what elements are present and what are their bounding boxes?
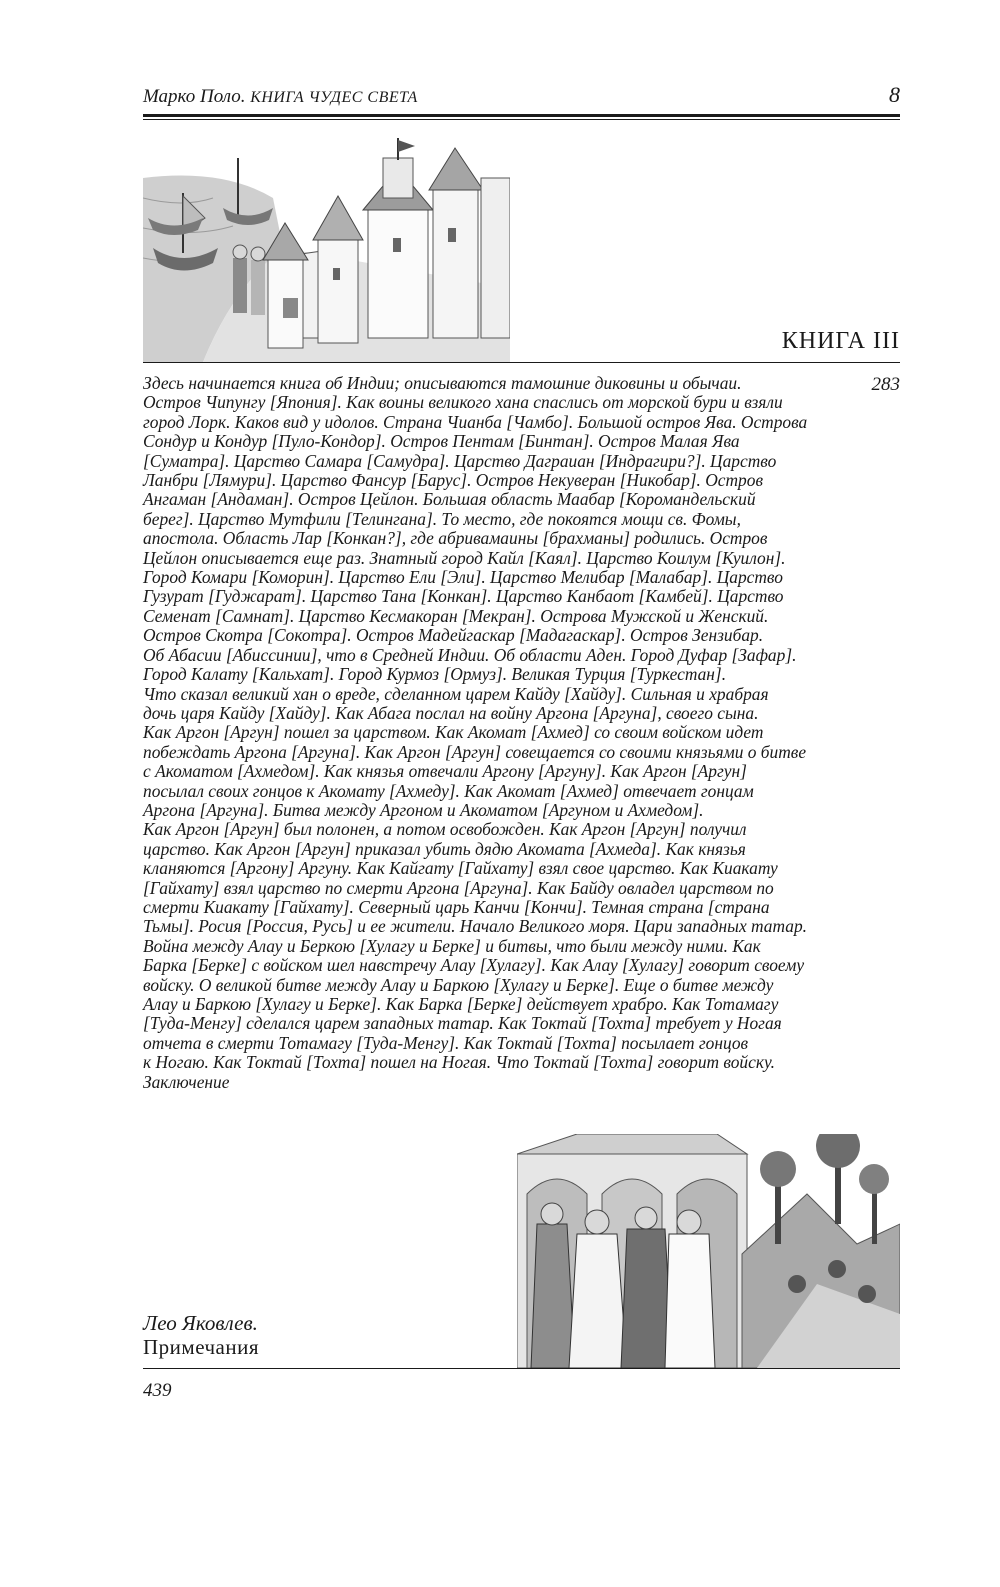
notes-rule xyxy=(143,1368,900,1369)
contents-line: смерти Киакату [Гайхату]. Северный царь Канчи [Кончи]. Темная страна [страна xyxy=(143,896,770,917)
running-head-page-number: 8 xyxy=(889,82,900,107)
contents-line: Остров Чипунгу [Япония]. Как воины великого хана спаслись от морской бури и взяли xyxy=(143,392,783,413)
contents-line: Цейлон описывается еще раз. Знатный город Кайл [Каял]. Царство Коилум [Куилон]. xyxy=(143,547,786,568)
contents-line: Остров Скотра [Сокотра]. Остров Мадейгаскар [Мадагаскар]. Остров Зензибар. xyxy=(143,625,764,646)
contents-line: царство. Как Аргон [Аргун] приказал убить дядю Акомата [Ахмеда]. Как князья xyxy=(143,838,746,859)
contents-line: Ангаман [Андаман]. Остров Цейлон. Большая область Маабар [Коромандельский xyxy=(143,489,756,510)
section-page-number: 283 xyxy=(871,374,900,395)
contents-line: посылал своих гонцов к Акомату [Ахмеду]. Как Акомат [Ахмед] отвечает гонцам xyxy=(143,780,754,801)
contents-line: Город Комари [Коморин]. Царство Ели [Эли]. Царство Мелибар [Малабар]. Царство xyxy=(143,567,783,588)
running-head xyxy=(143,82,900,112)
contents-line: [Гайхату] взял царство по смерти Аргона [Аргуна]. Как Байду овладел царством по xyxy=(143,877,774,898)
notes-title: Примечания xyxy=(143,1335,260,1359)
contents-line: Что сказал великий хан о вреде, сделанном царем Кайду [Хайду]. Сильная и храбрая xyxy=(143,683,769,704)
contents-line: [Туда-Менгу] сделался царем западных татар. Как Токтай [Тохта] требует у Ногая xyxy=(143,1013,782,1034)
book-heading: КНИГА III xyxy=(781,328,900,354)
contents-line: к Ногаю. Как Токтай [Тохта] пошел на Ногая. Что Токтай [Тохта] говорит войску. xyxy=(143,1052,775,1073)
section-rule xyxy=(143,362,900,363)
contents-line: [Суматра]. Царство Самара [Самудра]. Царство Даграиан [Индрагири?]. Царство xyxy=(143,450,777,471)
contents-line: отчета в смерти Тотамагу [Туда-Менгу]. Как Токтай [Тохта] посылает гонцов xyxy=(143,1032,749,1053)
contents-line: берег]. Царство Мутфили [Телингана]. То место, где покоятся мощи св. Фомы, xyxy=(143,508,741,529)
contents-line: город Лорк. Каков вид у идолов. Страна Чианба [Чамбо]. Большой остров Ява. Острова xyxy=(143,411,808,432)
contents-line: дочь царя Кайду [Хайду]. Как Абага послал на войну Аргона [Аргуна], своего сына. xyxy=(143,702,759,723)
contents-line: Барка [Берке] с войском шел навстречу Алау [Хулагу]. Как Алау [Хулагу] говорит своему xyxy=(143,955,805,976)
contents-line: Гузурат [Гуджарат]. Царство Тана [Конкан]. Царство Канбаот [Камбей]. Царство xyxy=(143,586,784,607)
contents-text xyxy=(143,374,843,1092)
contents-line: кланяются [Аргону] Аргуну. Как Кайгату [Гайхату] взял свое царство. Как Киакату xyxy=(143,858,778,879)
contents-line: Сондур и Кондур [Пуло-Кондор]. Остров Пентам [Бинтан]. Остров Малая Ява xyxy=(143,431,740,452)
contents-line: Как Аргон [Аргун] был полонен, а потом освобожден. Как Аргон [Аргун] получил xyxy=(143,819,747,840)
contents-line: Об Абасии [Абиссинии], что в Средней Индии. Об области Аден. Город Дуфар [Зафар]. xyxy=(143,644,797,665)
running-head-author: Марко Поло. КНИГА ЧУДЕС СВЕТА xyxy=(143,86,418,107)
header-rule xyxy=(143,114,900,117)
contents-line: Тьмы]. Росия [Россия, Русь] и ее жители. Начало Великого моря. Цари западных татар. xyxy=(143,916,807,937)
contents-line: Семенат [Самнат]. Царство Кесмакоран [Мекран]. Острова Мужской и Женский. xyxy=(143,605,769,626)
contents-line: побеждать Аргона [Аргуна]. Как Аргон [Аргун] совещается со своими князьями о битве xyxy=(143,741,807,762)
contents-line: войску. О великой битве между Алау и Баркою [Хулагу и Берке]. Еще о битве между xyxy=(143,974,774,995)
contents-line: с Акоматом [Ахмедом]. Как князья отвечали Аргону [Аргуну]. Как Аргон [Аргун] xyxy=(143,761,747,782)
notes-page-number: 439 xyxy=(143,1380,172,1401)
contents-line: Город Калату [Кальхат]. Город Курмоз [Ормуз]. Великая Турция [Туркестан]. xyxy=(143,664,727,685)
contents-line: Здесь начинается книга об Индии; описываются тамошние диковины и обычаи. xyxy=(143,373,742,393)
contents-line: Как Аргон [Аргун] пошел за царством. Как Акомат [Ахмед] со своим войском идет xyxy=(143,722,764,743)
header-rule-thin xyxy=(143,119,900,120)
contents-line: Ланбри [Лямури]. Царство Фансур [Барус]. Остров Некуверан [Никобар]. Остров xyxy=(143,470,763,491)
contents-line: Заключение xyxy=(143,1071,230,1092)
contents-line: Аргона [Аргуна]. Битва между Аргоном и Акоматом [Аргуном и Ахмедом]. xyxy=(143,799,704,820)
contents-line: Война между Алау и Беркою [Хулагу и Берке] и битвы, что были между ними. Как xyxy=(143,935,761,956)
merchants-illustration xyxy=(517,1134,900,1368)
harbor-castle-illustration xyxy=(143,138,510,362)
contents-line: Алау и Баркою [Хулагу и Берке]. Как Барка [Берке] действует храбро. Как Тотамагу xyxy=(143,994,779,1014)
contents-line: апостола. Область Лар [Конкан?], где абривамаины [брахманы] родились. Остров xyxy=(143,528,768,549)
notes-author: Лео Яковлев. xyxy=(143,1311,258,1335)
running-head-title: КНИГА ЧУДЕС СВЕТА xyxy=(250,89,418,106)
